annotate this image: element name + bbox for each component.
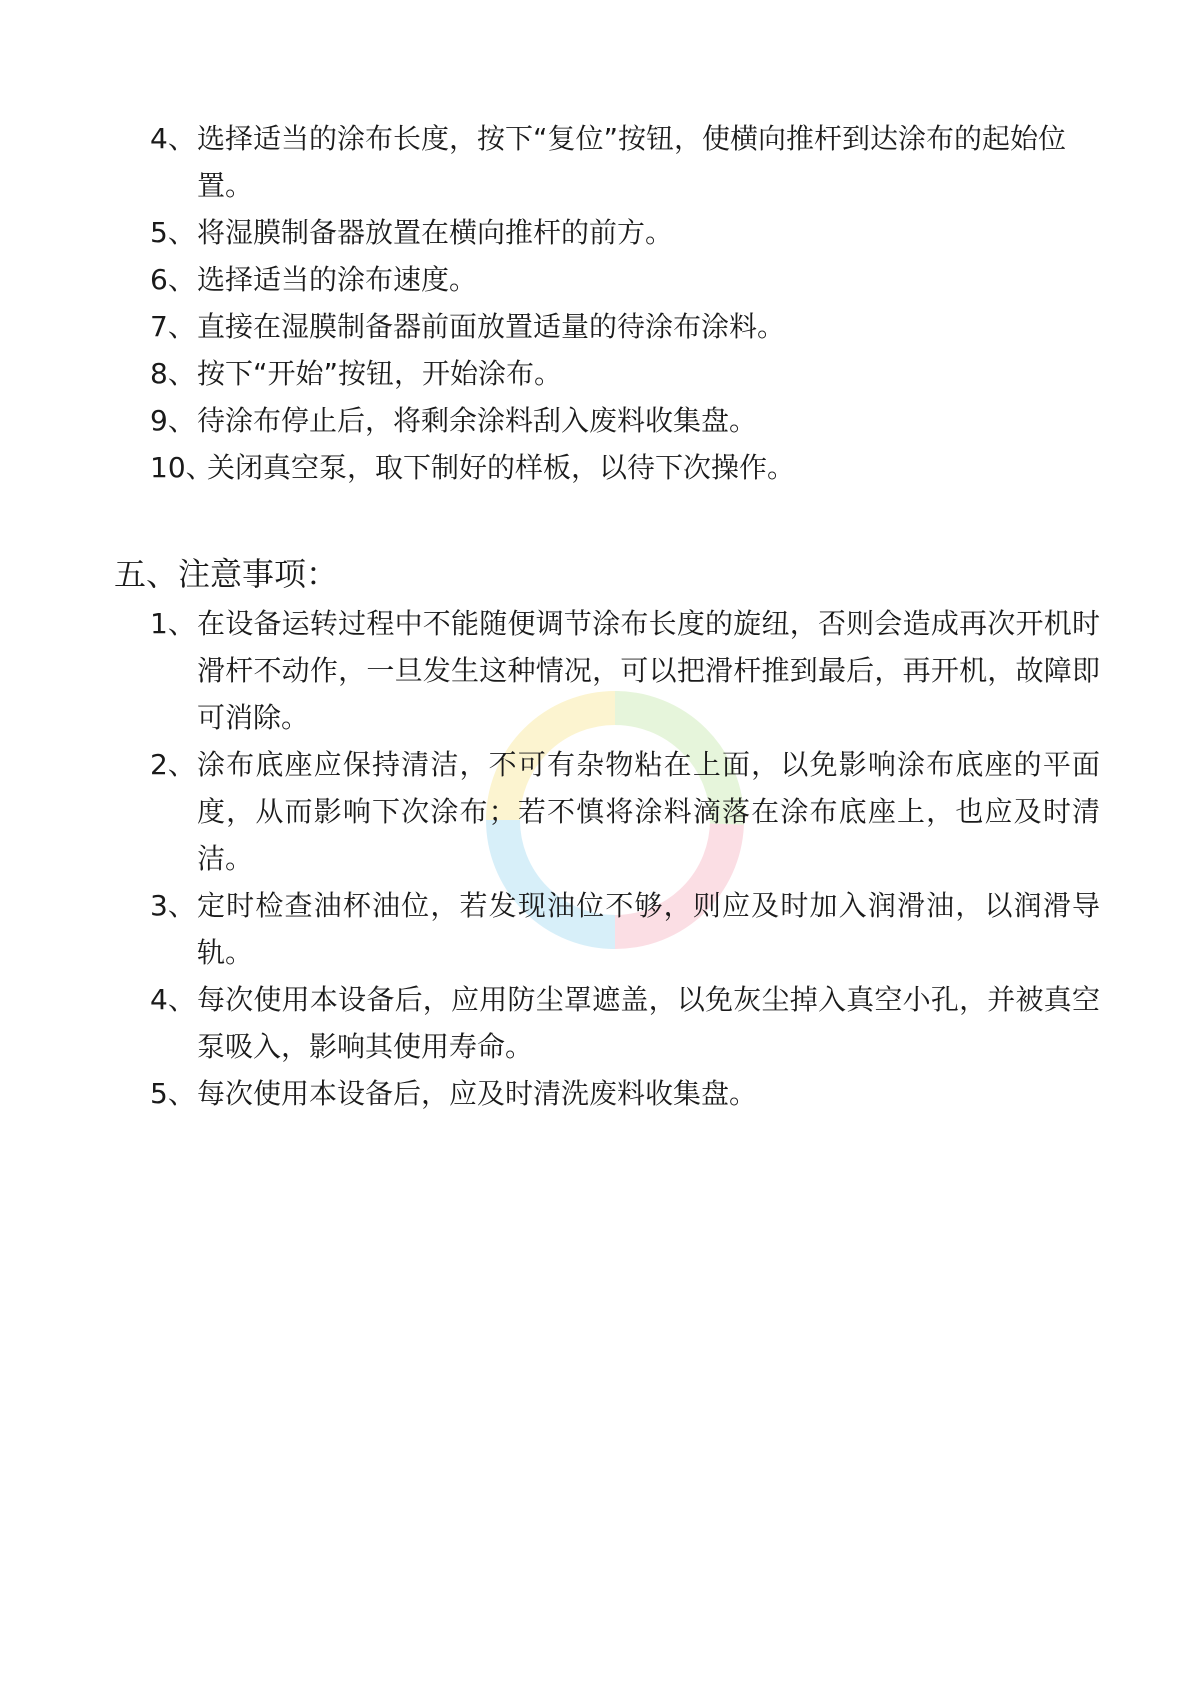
step-item bbox=[150, 444, 1100, 491]
step-number: 8、 bbox=[150, 357, 196, 390]
step-number: 5、 bbox=[150, 216, 196, 249]
step-number: 7、 bbox=[150, 310, 196, 343]
note-item bbox=[150, 1070, 1100, 1117]
step-item bbox=[150, 209, 1100, 256]
step-item bbox=[150, 115, 1100, 209]
step-item bbox=[150, 256, 1100, 303]
note-item bbox=[150, 600, 1100, 741]
note-number: 1、 bbox=[150, 607, 196, 640]
note-number: 5、 bbox=[150, 1077, 196, 1110]
note-number: 2、 bbox=[150, 748, 196, 781]
note-item bbox=[150, 741, 1100, 882]
note-text: 每次使用本设备后，应用防尘罩遮盖，以免灰尘掉入真空小孔，并被真空泵吸入，影响其使用寿命。 bbox=[197, 983, 1100, 1063]
step-number: 10、 bbox=[150, 451, 214, 484]
precautions-list bbox=[150, 600, 1100, 1117]
step-number: 4、 bbox=[150, 122, 196, 155]
step-text: 将湿膜制备器放置在横向推杆的前方。 bbox=[197, 216, 674, 249]
step-text: 选择适当的涂布长度，按下“复位”按钮，使横向推杆到达涂布的起始位置。 bbox=[197, 122, 1067, 202]
note-text: 每次使用本设备后，应及时清洗废料收集盘。 bbox=[197, 1077, 758, 1110]
note-number: 3、 bbox=[150, 889, 196, 922]
step-item bbox=[150, 397, 1100, 444]
step-text: 直接在湿膜制备器前面放置适量的待涂布涂料。 bbox=[197, 310, 786, 343]
note-text: 定时检查油杯油位，若发现油位不够，则应及时加入润滑油，以润滑导轨。 bbox=[197, 889, 1100, 969]
step-text: 待涂布停止后，将剩余涂料刮入废料收集盘。 bbox=[197, 404, 758, 437]
section-heading: 五、注意事项： bbox=[114, 555, 339, 593]
note-item bbox=[150, 882, 1100, 976]
step-text: 关闭真空泵，取下制好的样板，以待下次操作。 bbox=[207, 451, 796, 484]
step-item bbox=[150, 350, 1100, 397]
step-text: 按下“开始”按钮，开始涂布。 bbox=[197, 357, 563, 390]
step-number: 9、 bbox=[150, 404, 196, 437]
step-number: 6、 bbox=[150, 263, 196, 296]
note-number: 4、 bbox=[150, 983, 196, 1016]
note-item bbox=[150, 976, 1100, 1070]
step-item bbox=[150, 303, 1100, 350]
note-text: 在设备运转过程中不能随便调节涂布长度的旋纽，否则会造成再次开机时滑杆不动作，一旦发生这种情况，可以把滑杆推到最后，再开机，故障即可消除。 bbox=[197, 607, 1100, 734]
note-text: 涂布底座应保持清洁，不可有杂物粘在上面，以免影响涂布底座的平面度，从而影响下次涂布；若不慎将涂料滴落在涂布底座上，也应及时清洁。 bbox=[197, 748, 1100, 875]
procedure-steps bbox=[150, 115, 1100, 491]
step-text: 选择适当的涂布速度。 bbox=[197, 263, 478, 296]
